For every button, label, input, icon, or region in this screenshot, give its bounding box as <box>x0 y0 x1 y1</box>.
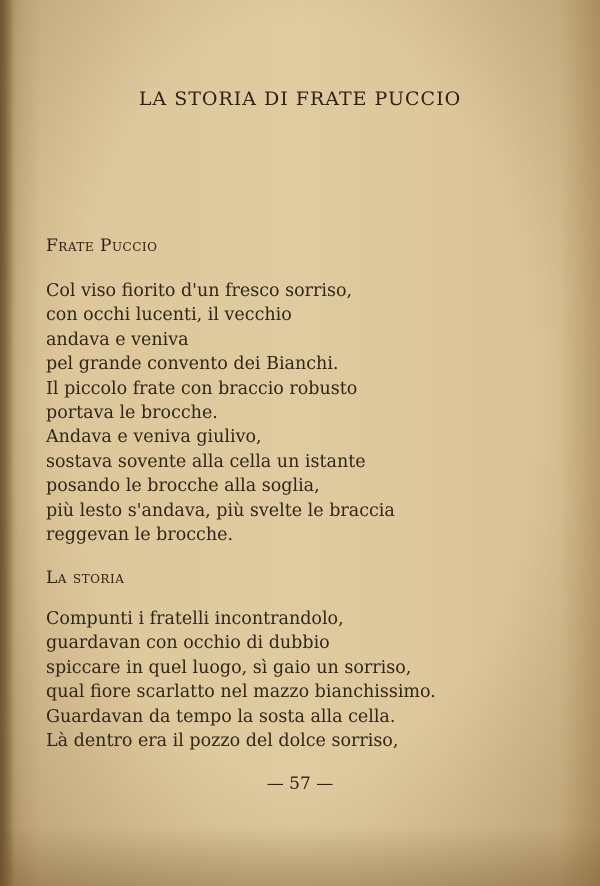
verse-line: spiccare in quel luogo, sì gaio un sorriso, <box>46 657 412 678</box>
stanza-la-storia <box>46 607 566 753</box>
verse-line: Il piccolo frate con braccio robusto <box>46 378 358 399</box>
verse-line: sostava sovente alla cella un istante <box>46 451 366 472</box>
verse-line: più lesto s'andava, più svelte le braccia <box>46 500 395 521</box>
page-title: LA STORIA DI FRATE PUCCIO <box>138 88 462 110</box>
verse-line: Andava e veniva giulivo, <box>46 427 262 448</box>
verse-line: pel grande convento dei Bianchi. <box>46 354 339 375</box>
stanza-frate-puccio <box>46 279 566 547</box>
section-heading-frate-puccio: Frate Puccio <box>46 236 158 256</box>
verse-line: reggevan le brocche. <box>46 524 234 545</box>
page-number: — 57 — <box>266 774 334 794</box>
verse-line: Compunti i fratelli incontrandolo, <box>46 609 344 629</box>
verse-line: Col viso fiorito d'un fresco sorriso, <box>46 281 353 301</box>
verse-line: portava le brocche. <box>46 402 218 423</box>
section-heading-la-storia: La storia <box>46 568 125 588</box>
verse-line: Guardavan da tempo la sosta alla cella. <box>46 706 396 727</box>
verse-line: qual fiore scarlatto nel mazzo bianchissimo. <box>46 682 436 703</box>
verse-line: guardavan con occhio di dubbio <box>46 633 330 654</box>
verse-line: posando le brocche alla soglia, <box>46 476 320 497</box>
verse-line: con occhi lucenti, il vecchio <box>46 305 292 326</box>
verse-line: andava e veniva <box>46 329 189 350</box>
verse-line: Là dentro era il pozzo del dolce sorriso, <box>46 730 399 751</box>
